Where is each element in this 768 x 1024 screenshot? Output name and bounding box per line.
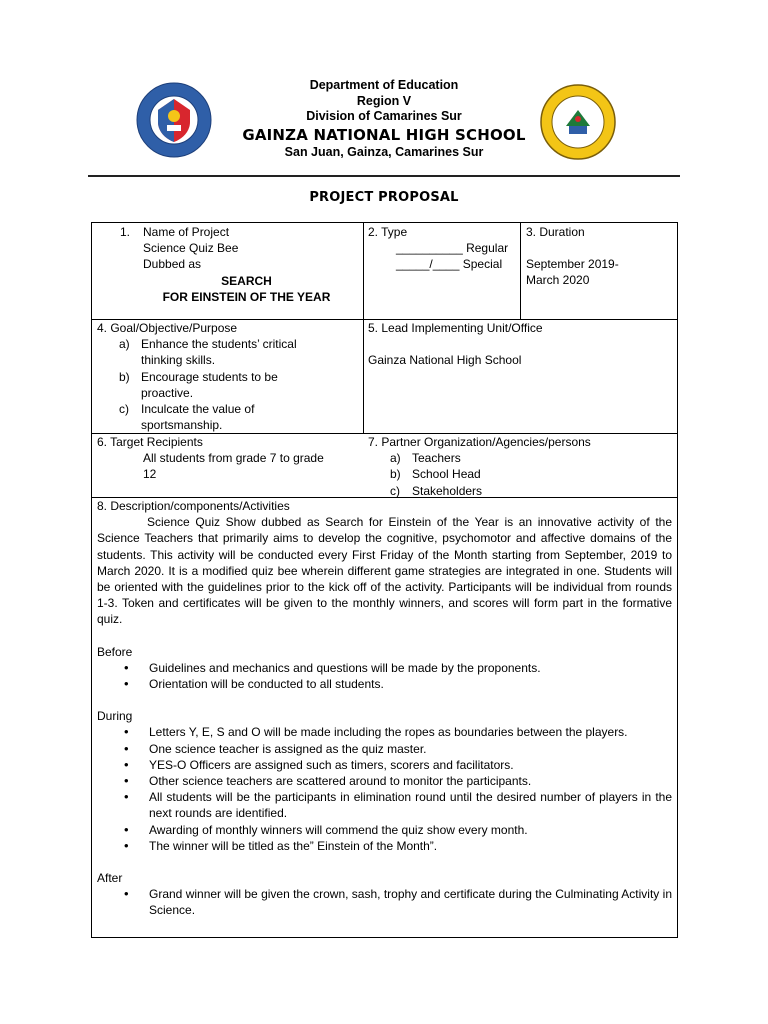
type-special-label: Special (462, 257, 503, 272)
project-name-cell (92, 224, 363, 305)
before-item: • Orientation will be conducted to all students. (97, 676, 672, 692)
project-line-1: Science Quiz Bee (143, 241, 239, 256)
division-name: Division of Camarines Sur (306, 109, 462, 123)
during-item: • Awarding of monthly winners will commend the quiz show every month. (97, 822, 672, 838)
target-cell (97, 434, 359, 483)
partner-label: 7. Partner Organization/Agencies/persons (368, 435, 591, 449)
proposal-table (91, 222, 678, 938)
goal-item: c) Inculcate the value of sportsmanship. (119, 402, 255, 433)
partner-item: c) Stakeholders (390, 483, 483, 498)
during-item: • Other science teachers are scattered around to monitor the participants. (97, 773, 672, 789)
type-regular-label: Regular (466, 241, 509, 256)
after-item: • Grand winner will be given the crown, sash, trophy and certificate during the Culminating Activity in Science. (97, 886, 672, 918)
type-special-row (368, 256, 518, 272)
after-heading: After (97, 871, 123, 886)
during-item: • The winner will be titled as the” Einstein of the Month”. (97, 838, 672, 854)
project-number: 1. (120, 225, 131, 239)
description-paragraph: Science Quiz Show dubbed as Search for Einstein of the Year is an innovative activity of the Science Teachers that primarily aims to develop the cognitive, psychomotor and affective domains of the students. This activity will be conducted every First Friday of the Month starting from September, 2019 to March 2020. It is a modified quiz bee wherein different game strategies are integrated in one. Students will be oriented with the guidelines prior to the kick off of the activity. Participants will be individual from rounds 1-3. Token and certificates will be given to the monthly winners, and scores will form part in the formative quiz. (97, 515, 672, 627)
goal-label: 4. Goal/Objective/Purpose (97, 321, 238, 335)
before-heading: Before (97, 644, 133, 659)
goal-list (97, 336, 359, 433)
lead-value: Gainza National High School (368, 353, 522, 368)
during-list (97, 724, 672, 854)
target-value-2: 12 (143, 467, 157, 482)
description-label: 8. Description/components/Activities (97, 499, 290, 513)
project-line-3: SEARCH (221, 273, 272, 288)
type-special-blank: _____/____ (396, 257, 460, 272)
header-divider (88, 175, 680, 177)
description-cell (97, 498, 672, 919)
before-list (97, 660, 672, 692)
project-line-2: Dubbed as (143, 257, 202, 272)
school-name: GAINZA NATIONAL HIGH SCHOOL (242, 125, 526, 144)
lead-unit-cell (368, 320, 673, 368)
type-label: 2. Type (368, 225, 408, 239)
duration-cell (526, 224, 676, 289)
lead-label: 5. Lead Implementing Unit/Office (368, 321, 543, 335)
during-item: • One science teacher is assigned as the quiz master. (97, 741, 672, 757)
after-list (97, 886, 672, 918)
goal-cell (97, 320, 359, 433)
col-divider-1 (363, 223, 364, 433)
partner-cell (368, 434, 673, 499)
duration-value-2: March 2020 (526, 273, 590, 288)
department-name: Department of Education (309, 78, 459, 92)
duration-label: 3. Duration (526, 225, 585, 239)
letterhead (0, 78, 768, 160)
partner-list (368, 450, 673, 499)
type-cell (368, 224, 518, 273)
goal-item: a) Enhance the students’ critical thinking skills. (119, 337, 297, 368)
during-heading: During (97, 709, 133, 724)
goal-item: b) Encourage students to be proactive. (119, 369, 278, 400)
duration-value-1: September 2019- (526, 257, 619, 272)
during-item: • YES-O Officers are assigned such as timers, scorers and facilitators. (97, 757, 672, 773)
project-label: Name of Project (143, 225, 230, 239)
during-item: • All students will be the participants in elimination round until the desired number of players in the next rounds are identified. (97, 789, 672, 821)
target-label: 6. Target Recipients (97, 435, 203, 449)
type-regular-blank: __________ (396, 241, 463, 256)
partner-item: a) Teachers (390, 451, 461, 466)
document-title: PROJECT PROPOSAL (309, 190, 459, 205)
during-item: • Letters Y, E, S and O will be made including the ropes as boundaries between the players. (97, 724, 672, 740)
col-divider-2 (520, 223, 521, 319)
region-name: Region V (356, 93, 412, 108)
before-item: • Guidelines and mechanics and questions will be made by the proponents. (97, 660, 672, 676)
partner-item: b) School Head (390, 467, 481, 482)
project-line-4: FOR EINSTEIN OF THE YEAR (162, 289, 331, 304)
school-address: San Juan, Gainza, Camarines Sur (284, 144, 484, 159)
target-value-1: All students from grade 7 to grade (143, 451, 324, 466)
type-regular-row (368, 240, 518, 256)
